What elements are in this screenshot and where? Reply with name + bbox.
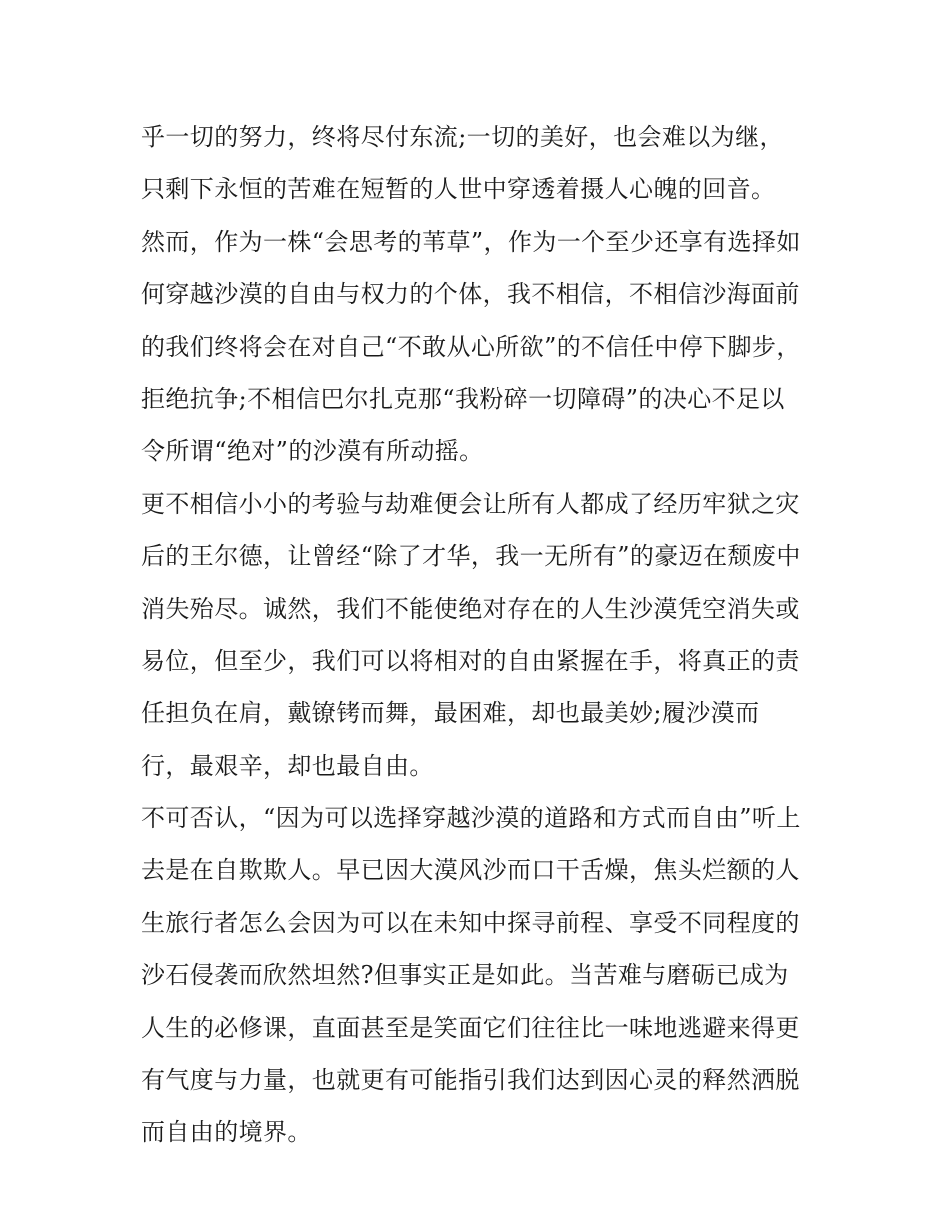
text-line: 更不相信小小的考验与劫难便会让所有人都成了经历牢狱之灾 xyxy=(141,489,800,518)
text-line: 沙石侵袭而欣然坦然?但事实正是如此。当苦难与磨砺已成为 xyxy=(141,961,789,990)
text-line: 的我们终将会在对自己“不敢从心所欲”的不信任中停下脚步， xyxy=(141,332,801,361)
text-line: 生旅行者怎么会因为可以在未知中探寻前程、享受不同程度的 xyxy=(141,908,800,937)
text-line: 去是在自欺欺人。早已因大漠风沙而口干舌燥，焦头烂额的人 xyxy=(141,856,800,885)
text-line: 不可否认，“因为可以选择穿越沙漠的道路和方式而自由”听上 xyxy=(141,804,801,833)
text-line: 只剩下永恒的苦难在短暂的人世中穿透着摄人心魄的回音。 xyxy=(141,175,776,204)
text-line: 令所谓“绝对”的沙漠有所动摇。 xyxy=(141,437,484,466)
text-line: 乎一切的努力，终将尽付东流;一切的美好，也会难以为继， xyxy=(141,123,784,151)
text-line: 易位，但至少，我们可以将相对的自由紧握在手，将真正的责 xyxy=(141,646,800,675)
text-line: 拒绝抗争;不相信巴尔扎克那“我粉碎一切障碍”的决心不足以 xyxy=(141,384,785,413)
text-line: 而自由的境界。 xyxy=(141,1118,312,1147)
body-text xyxy=(141,111,821,1159)
text-line: 消失殆尽。诚然，我们不能使绝对存在的人生沙漠凭空消失或 xyxy=(141,594,800,623)
text-line: 何穿越沙漠的自由与权力的个体，我不相信，不相信沙海面前 xyxy=(141,280,800,309)
text-line: 有气度与力量，也就更有可能指引我们达到因心灵的释然洒脱 xyxy=(141,1066,800,1095)
text-line: 行，最艰辛，却也最自由。 xyxy=(141,751,434,780)
text-line: 任担负在肩，戴镣铐而舞，最困难，却也最美妙;履沙漠而 xyxy=(141,699,760,728)
text-line: 人生的必修课，直面甚至是笑面它们往往比一味地逃避来得更 xyxy=(141,1013,800,1042)
text-line: 然而，作为一株“会思考的苇草”，作为一个至少还享有选择如 xyxy=(141,227,801,256)
text-line: 后的王尔德，让曾经“除了才华，我一无所有”的豪迈在颓废中 xyxy=(141,542,801,571)
